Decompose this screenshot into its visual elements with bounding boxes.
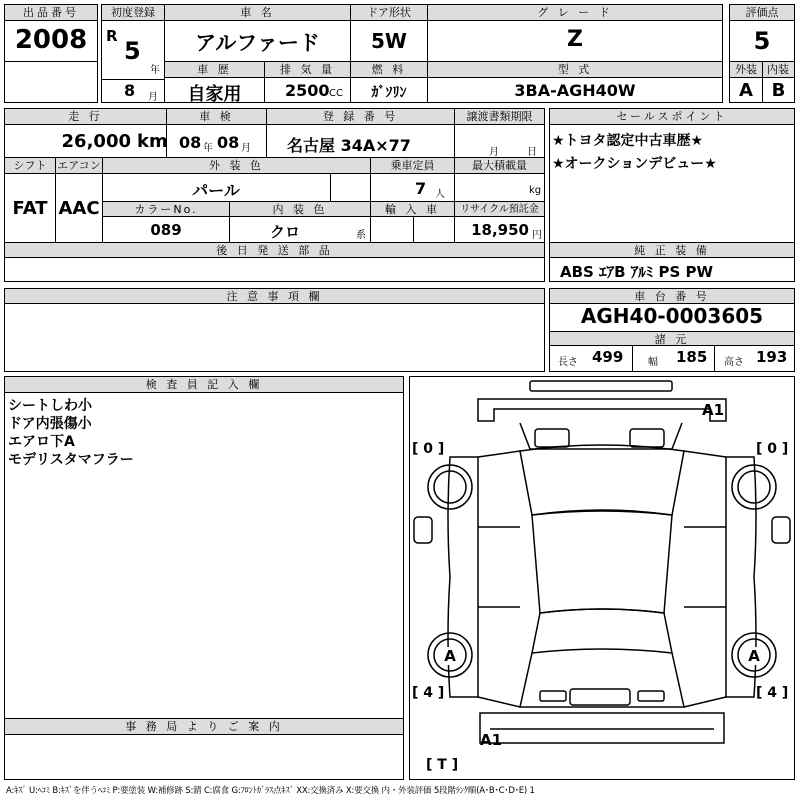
import-label: 輸 入 車 <box>371 202 454 217</box>
max-load-unit: kg <box>529 185 542 196</box>
tire-left-front: [ 0 ] <box>412 441 445 457</box>
later-parts-cell <box>4 242 545 282</box>
tire-left-rear: [ 4 ] <box>412 685 445 701</box>
registration-label: 登 録 番 号 <box>267 109 454 125</box>
damage-mark-a1-bottom: A1 <box>480 731 503 749</box>
inspection-month: 08 <box>217 133 240 152</box>
inspector-line: シートしわ小 <box>8 398 92 414</box>
history-value: 自家用 <box>187 84 242 105</box>
height-value: 193 <box>756 348 788 366</box>
inspector-line: モデリスタマフラー <box>8 452 134 468</box>
rear-window <box>532 609 672 653</box>
notes-label: 注 意 事 項 欄 <box>5 289 544 304</box>
int-color-value: クロ <box>269 223 300 241</box>
damage-mark-a-left: A <box>438 647 462 665</box>
model-cell <box>427 61 723 103</box>
first-registration-year: 5 <box>124 37 141 65</box>
grade-cell <box>427 4 723 62</box>
int-score-label: 内装 <box>762 62 794 78</box>
recycle-value: 18,950 <box>471 221 529 239</box>
fuel-cell <box>350 61 428 103</box>
score-label: 評価点 <box>730 5 794 21</box>
capacity-cell <box>370 157 455 202</box>
car-diagram <box>410 377 794 779</box>
score-cell <box>729 4 795 62</box>
inspector-label: 検 査 員 記 入 欄 <box>5 377 403 393</box>
right-headlamp <box>630 429 664 447</box>
right-rear-lamp <box>638 691 664 701</box>
int-score-value: B <box>771 80 786 101</box>
registration-cell <box>266 108 455 158</box>
ext-color-value: パール <box>192 181 240 200</box>
int-color-cell <box>229 201 371 243</box>
transfer-label: 譲渡書類期限 <box>455 109 544 125</box>
office-cell <box>4 718 404 780</box>
tire-right-rear: [ 4 ] <box>756 685 789 701</box>
grade-value: Z <box>567 27 583 52</box>
mileage-cell <box>4 108 167 158</box>
displacement-value: 2500 <box>285 81 330 100</box>
registration-value: 名古屋 34A×77 <box>287 136 411 155</box>
sales-point-item: ★オークションデビュー★ <box>552 156 717 172</box>
aircon-label: エアコン <box>57 159 101 172</box>
shift-label: シフト <box>5 158 55 174</box>
ext-score-value: A <box>739 80 753 101</box>
trunk-mark: [ T ] <box>426 757 459 773</box>
shift-cell <box>4 157 56 243</box>
left-headlamp <box>535 429 569 447</box>
chassis-value: AGH40-0003605 <box>580 304 764 328</box>
ext-score-label: 外装 <box>730 62 763 78</box>
lot-number-lower <box>4 61 98 103</box>
capacity-value: 7 <box>415 179 427 198</box>
front-bumper-top <box>530 381 672 391</box>
max-load-label: 最大積載量 <box>455 158 544 174</box>
genuine-equipment-value: ABS ｴｱB ｱﾙﾐ PS PW <box>560 263 714 281</box>
car-name-value: アルファード <box>195 31 320 55</box>
inspection-year-unit: 年 <box>203 143 213 154</box>
recycle-cell <box>454 201 545 243</box>
color-no-cell <box>102 201 230 243</box>
first-registration-month-unit: 月 <box>148 92 158 103</box>
dims-label: 諸 元 <box>550 331 794 346</box>
genuine-equipment-cell <box>549 242 795 282</box>
transfer-day-unit: 日 <box>527 147 537 158</box>
inspection-year: 08 <box>179 133 202 152</box>
first-registration-year-unit: 年 <box>150 65 160 76</box>
inspection-cell <box>166 108 267 158</box>
rear-bumper <box>480 713 724 743</box>
car-name-label: 車 名 <box>165 5 350 21</box>
color-no-value: 089 <box>150 221 182 239</box>
damage-mark-a1-top: A1 <box>702 401 725 419</box>
lot-number-value: 2008 <box>14 25 88 55</box>
right-mirror <box>772 517 790 543</box>
rear-body <box>520 653 684 707</box>
score-value: 5 <box>753 27 771 55</box>
inspection-label: 車 検 <box>167 109 266 125</box>
first-registration-label: 初度登録 <box>102 5 164 21</box>
shift-value: FAT <box>12 198 48 219</box>
score-ext-int-cell <box>729 61 795 103</box>
first-registration-cell <box>101 4 165 103</box>
transfer-month-unit: 月 <box>489 147 499 158</box>
sales-point-cell <box>549 108 795 243</box>
rear-plate-area <box>570 689 630 705</box>
damage-mark-a-right: A <box>742 647 766 665</box>
legend-text: A:ｷｽﾞ U:ﾍｺﾐ B:ｷｽﾞを伴うﾍｺﾐ P:要塗装 W:補修跡 S:錆 C:腐食 G:ﾌﾛﾝﾄｶﾞﾗｽ点ｷｽﾞ XX:交換済み X:要交換 内・外装評価 5段階ﾗﾝｸ順(A･B･C･D･E) 1 <box>6 786 535 796</box>
windshield <box>520 445 684 515</box>
car-diagram-panel <box>409 376 795 780</box>
office-label: 事 務 局 よ り ご 案 内 <box>5 719 403 735</box>
mileage-unit: km <box>137 131 168 152</box>
notes-cell <box>4 288 545 372</box>
max-load-cell <box>454 157 545 202</box>
lot-number-label: 出品番号 <box>5 5 97 21</box>
transfer-cell <box>454 108 545 158</box>
import-cell <box>370 201 455 243</box>
genuine-equipment-label: 純 正 装 備 <box>550 243 794 258</box>
first-registration-era: R <box>106 27 118 45</box>
left-mirror <box>414 517 432 543</box>
width-label: 幅 <box>648 357 658 368</box>
displacement-cell <box>264 61 351 103</box>
history-label: 車 歴 <box>165 62 264 78</box>
roof <box>532 511 672 613</box>
first-registration-month: 8 <box>124 81 136 100</box>
left-rear-lamp <box>540 691 566 701</box>
displacement-label: 排 気 量 <box>265 62 350 78</box>
length-label: 長さ <box>558 357 578 368</box>
fuel-label: 燃 料 <box>351 62 427 78</box>
aircon-value: AAC <box>58 198 100 219</box>
chassis-label: 車 台 番 号 <box>550 289 794 304</box>
recycle-unit: 円 <box>532 230 542 241</box>
car-name-cell <box>164 4 351 62</box>
mileage-label: 走 行 <box>5 109 166 125</box>
capacity-unit: 人 <box>435 189 445 200</box>
int-color-label: 内 装 色 <box>230 202 370 217</box>
displacement-unit: CC <box>329 88 343 99</box>
capacity-label: 乗車定員 <box>371 158 454 174</box>
sales-point-label: セールスポイント <box>550 109 794 125</box>
door-label: ドア形状 <box>351 5 427 21</box>
door-cell <box>350 4 428 62</box>
later-parts-label: 後 日 発 送 部 品 <box>5 243 544 258</box>
int-color-unit: 系 <box>356 230 366 241</box>
lot-number-cell <box>4 4 98 62</box>
door-value: 5W <box>371 29 407 53</box>
height-label: 高さ <box>724 357 744 368</box>
aircon-cell <box>55 157 103 243</box>
history-cell <box>164 61 265 103</box>
model-value: 3BA-AGH40W <box>514 81 636 100</box>
inspector-cell <box>4 376 404 719</box>
grade-label: グ レ ー ド <box>428 5 722 21</box>
color-no-label: カラーNo. <box>103 202 229 217</box>
ext-color-label: 外 装 色 <box>103 158 370 174</box>
width-value: 185 <box>676 348 708 366</box>
mileage-value: 26,000 <box>61 131 131 152</box>
recycle-label: リサイクル預託金 <box>455 202 544 217</box>
ext-color-cell <box>102 157 371 202</box>
length-value: 499 <box>592 348 624 366</box>
tire-right-front: [ 0 ] <box>756 441 789 457</box>
model-label: 型 式 <box>428 62 722 78</box>
inspector-line: ドア内張傷小 <box>8 416 92 432</box>
fuel-value: ｶﾞｿﾘﾝ <box>371 85 407 101</box>
inspection-month-unit: 月 <box>241 143 251 154</box>
inspector-line: エアロ下A <box>8 434 75 450</box>
sales-point-item: ★トヨタ認定中古車歴★ <box>552 133 704 149</box>
hood-outline <box>478 399 726 421</box>
chassis-cell <box>549 288 795 372</box>
